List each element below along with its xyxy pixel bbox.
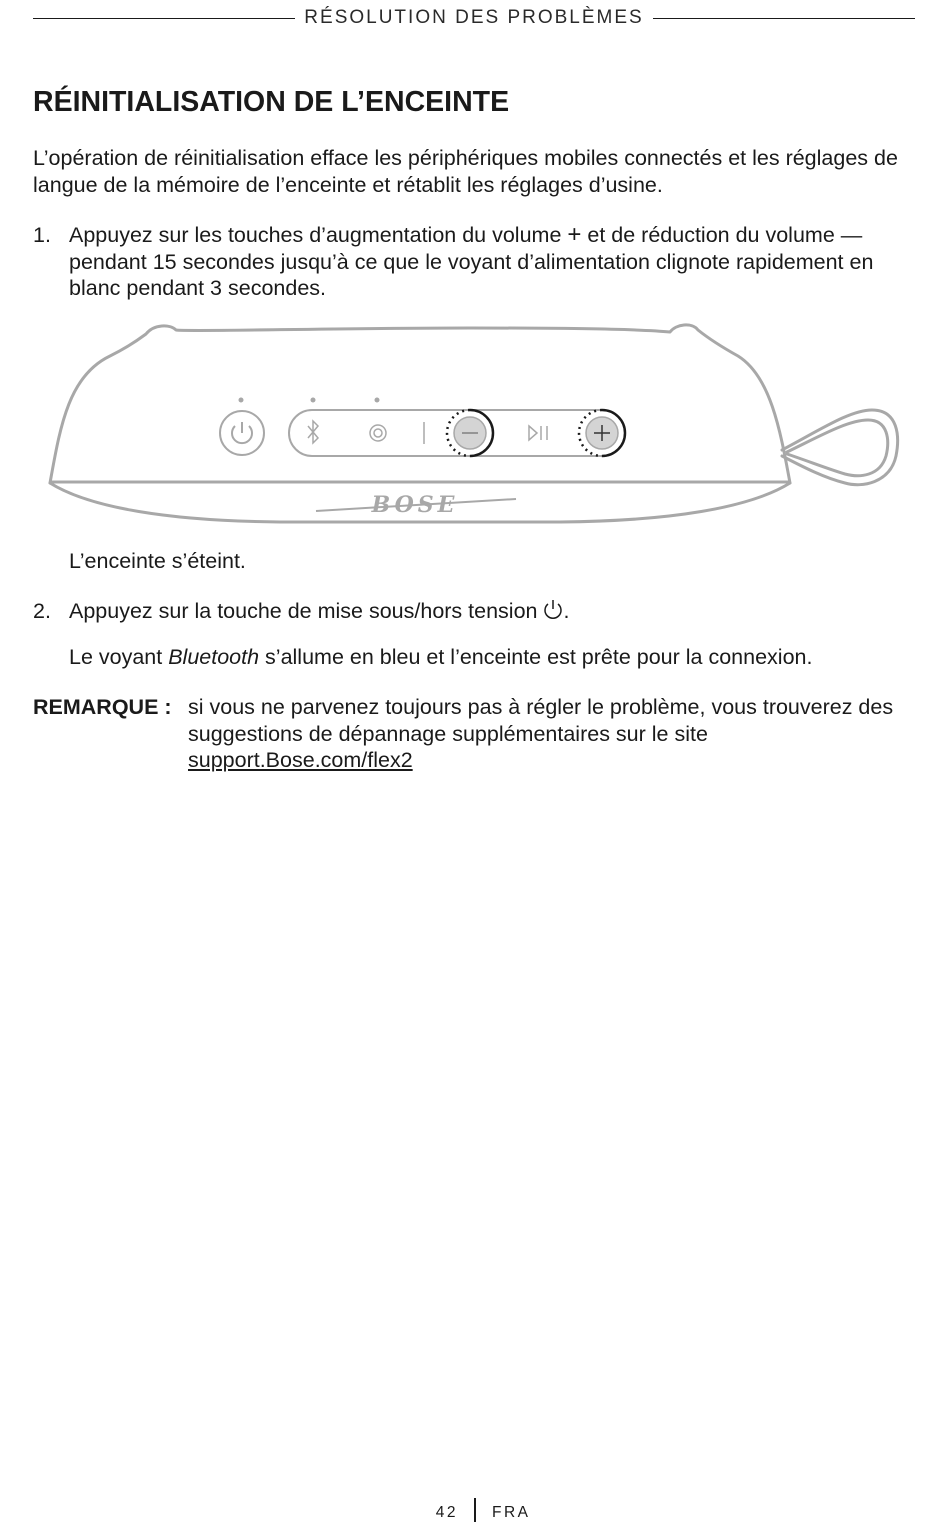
page-title: RÉINITIALISATION DE L’ENCEINTE	[33, 86, 510, 118]
step-text-part: Appuyez sur les touches d’augmentation du volume	[69, 223, 568, 247]
volume-down-icon	[447, 410, 493, 456]
minus-icon: —	[840, 223, 863, 247]
note	[33, 694, 913, 774]
step-number: 1.	[33, 223, 51, 247]
header-rule-right	[653, 18, 915, 19]
note-body	[188, 694, 913, 774]
step-2-result	[69, 644, 812, 671]
step-text	[69, 222, 913, 302]
brand-logo-text: BOSE	[371, 492, 459, 518]
note-label: REMARQUE :	[33, 695, 172, 719]
step-text	[69, 598, 913, 625]
bluetooth-term: Bluetooth	[168, 645, 260, 669]
step-text-part: et de réduction du volume	[581, 223, 841, 247]
header-rule-left	[33, 18, 295, 19]
speaker-top-outline	[50, 325, 790, 483]
indicator-dot	[375, 398, 380, 403]
result-text-part: s’allume en bleu et l’enceinte est prête pour la connexion.	[259, 645, 813, 669]
step-text-part: pendant 15 secondes jusqu’à ce que le voyant d’alimentation clignote rapidement en blanc pendant 3 secondes.	[69, 249, 874, 300]
note-text: si vous ne parvenez toujours pas à régler le problème, vous trouverez des suggestions de dépannage supplémentaires sur le site	[188, 695, 894, 746]
intro-paragraph: L’opération de réinitialisation efface les périphériques mobiles connectés et les réglages de langue de la mémoire de l’enceinte et rétablit les réglages d’usine.	[33, 146, 898, 197]
page-footer	[0, 1498, 950, 1524]
step-2	[33, 598, 913, 625]
step-text-part: .	[563, 599, 570, 623]
footer-divider	[474, 1498, 476, 1522]
volume-up-icon	[579, 410, 625, 456]
step-1-result: L’enceinte s’éteint.	[69, 549, 246, 573]
result-text-part: Le voyant	[69, 645, 169, 669]
step-1	[33, 222, 913, 302]
speaker-illustration	[30, 318, 910, 533]
shortcut-icon	[370, 425, 386, 441]
indicator-dot	[239, 398, 244, 403]
indicator-dot	[311, 398, 316, 403]
language-code: FRA	[492, 1504, 531, 1521]
section-title: RÉSOLUTION DES PROBLÈMES	[304, 7, 644, 28]
play-pause-icon	[529, 426, 547, 440]
plus-icon: +	[567, 221, 582, 248]
support-link[interactable]: support.Bose.com/flex2	[188, 748, 413, 772]
power-icon	[220, 411, 264, 455]
page-number: 42	[435, 1504, 458, 1521]
step-text-part: Appuyez sur la touche de mise sous/hors tension	[69, 599, 544, 623]
page-header	[33, 5, 915, 31]
bose-logo	[316, 492, 516, 518]
bluetooth-icon	[308, 421, 318, 443]
power-icon	[543, 598, 563, 620]
step-number: 2.	[33, 599, 51, 623]
